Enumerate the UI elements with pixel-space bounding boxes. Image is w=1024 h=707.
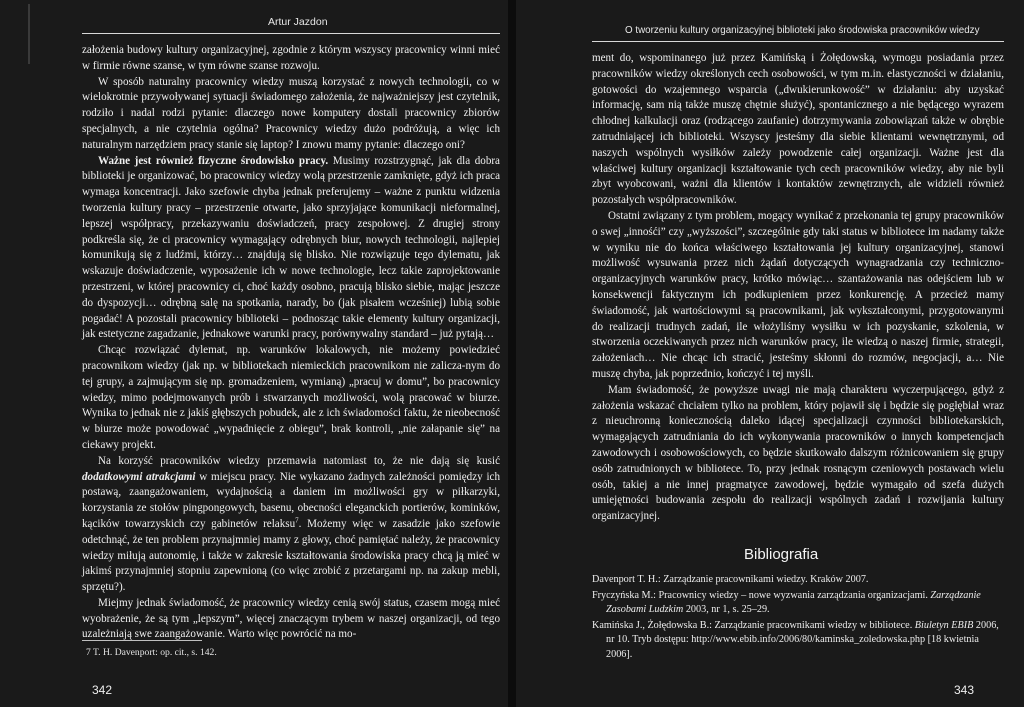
bibliography-entry: Kamińska J., Żołędowska B.: Zarządzanie pracownikami wiedzy w bibliotece. Biuletyn EBIB 2006, nr 10. Tryb dostępu: http://www.ebib.info/2006/80/kaminska_zoledowska.php [18 kwietnia 2006]. (592, 619, 999, 660)
paragraph: Mam świadomość, że powyższe uwagi nie mają charakteru wyczerpującego, gdyż z założenia wskazać chciałem tylko na problem, który pojawił się i będzie się pogłębiał wraz z nieuchronną koniecznością daleko idącej specjalizacji czynności bibliotekarskich, wymagających zatrudniania do ich wykonywania pracowników o innych kompetencjach zawodowych i osobowościowych, co będzie skutkowało dalszym różnicowaniem się grupy osób zatrudnionych w bibliotece. To, przy jednak rosnącym czeniowych postawach wielu osób, takiej a nie innej pragmatyce zawodowej, będzie wymagało od szefa dużych umiejętności budowania zespołu do realizacji wspólnych zadań i rozwijania kultury organizacyjnej. (592, 383, 1004, 523)
footnote-rule (82, 640, 202, 641)
paragraph: Ostatni związany z tym problem, mogący wynikać z przekonania tej grupy pracowników o swej „innośći” czy „wyższości”, szczególnie gdy taki status w bibliotece im nadamy także w wyniku nie do końca właściwego kształtowania jej kultury organizacyjnej, stanowi możliwość wysuwania przez nich żądań dotyczących wynagradzania czy techniczno-organizacyjnych warunków pracy, krótko mówiąc… szantażowania nas odejściem lub w konsekwencji faktycznym ich podkupieniem przez konkurencję. A przecież mamy świadomość, jak wartościowymi są pracownikami, jak wykształconymi, przygotowanymi do realizacji trudnych zadań, ile włożyliśmy wysiłku w ich pozyskanie, szkolenia, w stworzenia oczekiwanych przez nich warunków pracy, ile wiedzą o naszej firmie, strategii, założeniach… Nie chcąc ich stracić, jesteśmy skłonni do rozmów, negocjacji, a… Nie muszę chyba, jak poprzednio, kończyć i tej myśli. (592, 209, 1004, 380)
left-header-rule (82, 33, 500, 34)
left-body-text (82, 43, 500, 643)
right-header-rule (592, 41, 1004, 42)
paragraph: W sposób naturalny pracownicy wiedzy muszą korzystać z nowych technologii, co w wielokrotnie przywoływanej sytuacji świadomego założenia, że najważniejszy jest czytelnik, rodziło i nadal rodzi pytanie: dlaczego nowe komputery dostali pracownicy zbiorów specjalnych, a nie czytelnia ogólna? Pracownicy wiedzy dużo podróżują, a więc ich naturalnym narzędziem pracy stanie się laptop? I znowu mamy pytanie: dlaczego oni? (82, 75, 500, 151)
right-running-head: O tworzeniu kultury organizacyjnej biblioteki jako środowiska pracowników wiedzy (625, 25, 980, 36)
right-body-text (592, 51, 1004, 525)
paragraph: Chcąc rozwiązać dylemat, np. warunków lokalowych, nie możemy powiedzieć pracownikom wiedzy (jak np. w bibliotekach niemieckich pracownikom nie zalicza-nym do tej grupy, a zajmującym się np. gromadzeniem, wymianą) „pracuj w domu”, bo pracownicy wiedzy, mimo podejmowanych prób i stwarzanych możliwości, wolą pracować w biurze. Wynika to jednak nie z jakiś głębszych pobudek, ale z ich świadomości faktu, że nieobecność w biurze może powodować „wypadnięcie z obiegu”, brak kontroli, „nie załapanie się” na ciekawy projekt. (82, 344, 500, 451)
footnote-marker: 7 (295, 516, 299, 525)
paragraph: Ważne jest również fizyczne środowisko pracy. Musimy rozstrzygnąć, jak dla dobra biblioteki je organizować, bo pracownicy wiedzy wolą przestrzenie zamknięte, gdyż ich praca wymaga koncentracji. Jako szefowie chyba jednak preferujemy – ważne z punktu widzenia tworzenia kultury pracy – przestrzenie otwarte, jako sprzyjające komunikacji nieformalnej, lepszej współpracy, przekazywaniu doświadczeń, pracy zespołowej. Z drugiej strony podkreśla się, że ci pracownicy wymagający odrębnych biur, nowych technologii, najlepiej komunikują się z ludźmi, którzy… znajdują się blisko. Nie rozwiązuje tego dylematu, jak wskazuje doświadczenie, wyposażenie ich w nowe technologie, lecz takie zaprojektowanie przestrzeni, w której pracownicy ci, choć każdy osobno, pracują blisko siebie, mając jeszcze do dyspozycji… odrębną salę na spotkania, narady, bo (jak pisałem wcześniej) lubią sobie pogadać! A pozostali pracownicy biblioteki – podnosząc takie elementy kultury organizacji, jak estetyczne zagadzanie, jednakowe warunki pracy, porównywalny standard – już pytają… (82, 154, 500, 341)
bibliography-heading: Bibliografia (744, 546, 819, 563)
right-page-number: 343 (954, 683, 975, 697)
paragraph: ment do, wspominanego już przez Kamińską i Żołędowską, wymogu posiadania przez pracowników wiedzy określonych cech osobowości, w tym m.in. elastyczności w działaniu, gotowości do wzajemnego wsparcia („dwukierunkowość” w działaniu: aby uzyskać informację, sam nią także muszę chętnie służyć), spontanicznego a nie będącego wyrazem chłodnej kalkulacji oraz (rodzącego zaufanie) dotrzymywania zobowiązań także w obrębie zatrudniającej ich biblioteki. Wszyscy jesteśmy dla siebie klientami wewnętrznymi, od naszych wspólnych wysiłków zależy powodzenie całej organizacji. Ważne jest dla właściwej kultury organizacji kształtowanie tych cech pracowników wiedzy, aby nie byli zbyt wyobcowani, ważni dla klientów i kontaktów zewnętrznych, ale widzieli również pozostałych współpracowników. (592, 52, 1004, 207)
paragraph: Na korzyść pracowników wiedzy przemawia natomiast to, że nie dają się kusić dodatkowymi atrakcjami w miejscu pracy. Nie wykazano żadnych zależności pomiędzy ich postawą, zaangażowaniem, wydajnością a daniem im możliwości gry w piłkarzyki, korzystania ze stołów pingpongowych, basenu, obecności eleganckich portierów, kominków, kącików towarzyskich czy gabinetów relaksu$^7$. Możemy więc w zasadzie jako szefowie odetchnąć, że ten problem przynajmniej mamy z głowy, choć pamiętać należy, że pracownicy wiedzy miłują autonomię, i także w zakresie kształtowania środowiska pracy chcą ją mieć w jakimś przynajmniej stopniu zapewnioną (co więc zrobić z przetargami np. na zakup mebli, sprzętu?). (82, 454, 500, 594)
bibliography-entry: Fryczyńska M.: Pracownicy wiedzy – nowe wyzwania zarządzania organizacjami. Zarządzanie Zasobami Ludzkim 2003, nr 1, s. 25–29. (592, 589, 981, 616)
bibliography-list (592, 573, 1004, 664)
paragraph: założenia budowy kultury organizacyjnej, zgodnie z którym wszyscy pracownicy winni mieć w firmie równe szanse, w tym równe szanse rozwoju. (82, 44, 500, 72)
right-page (512, 0, 1024, 707)
left-running-head: Artur Jazdon (268, 16, 328, 28)
paragraph: Miejmy jednak świadomość, że pracownicy wiedzy cenią swój status, czasem mogą mieć wyobrażenie, że są tym „lepszym”, więcej znaczącym trybem w naszej organizacji, od tego uzależniają swe zaangażowanie. Warto więc powrócić na mo- (82, 596, 500, 641)
footnote: 7 T. H. Davenport: op. cit., s. 142. (86, 647, 217, 658)
subheading: Ważne jest również fizyczne środowisko pracy. (98, 154, 329, 167)
bibliography-entry: Davenport T. H.: Zarządzanie pracownikami wiedzy. Kraków 2007. (592, 574, 869, 585)
left-page-number: 342 (92, 683, 113, 697)
